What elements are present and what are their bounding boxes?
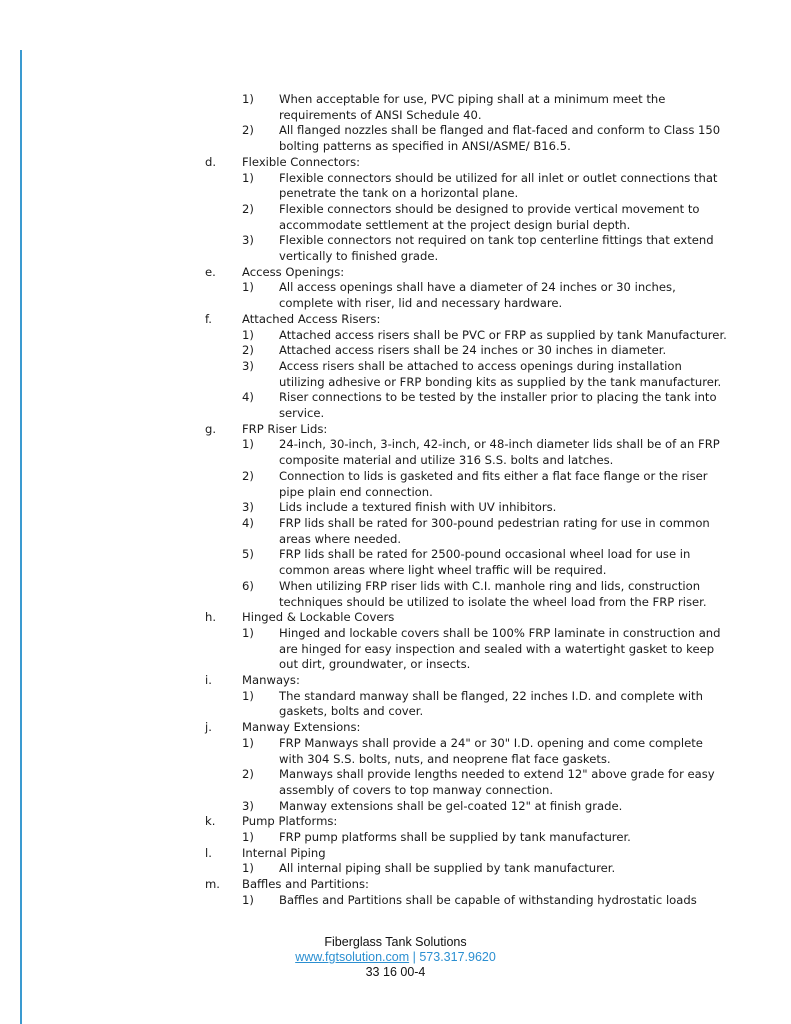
item-text: FRP pump platforms shall be supplied by tank manufacturer.	[279, 830, 631, 845]
section	[0, 422, 791, 610]
section-letter: e.	[205, 264, 216, 279]
list-item	[0, 547, 791, 578]
item-text: FRP lids shall be rated for 2500-pound occasional wheel load for use in common areas where light wheel traffic will be required.	[279, 547, 691, 578]
section-heading	[0, 422, 791, 438]
item-text: All access openings shall have a diameter of 24 inches or 30 inches, complete with riser, lid and necessary hardware.	[279, 280, 676, 311]
section-letter: l.	[205, 845, 212, 860]
section	[0, 846, 791, 877]
item-text: Flexible connectors should be designed to provide vertical movement to accommodate settlement at the project design burial depth.	[279, 201, 700, 232]
item-number: 5)	[242, 547, 254, 562]
section-heading	[0, 673, 791, 689]
list-item	[0, 736, 791, 767]
list-item	[0, 171, 791, 202]
section-heading	[0, 155, 791, 171]
item-number: 3)	[242, 798, 254, 813]
section-heading	[0, 312, 791, 328]
item-number: 2)	[242, 201, 254, 216]
section-title: Pump Platforms:	[242, 814, 338, 829]
item-number: 1)	[242, 892, 254, 907]
section	[0, 877, 791, 908]
section-title: Attached Access Risers:	[242, 311, 381, 326]
section	[0, 720, 791, 814]
list-item	[0, 689, 791, 720]
item-number: 1)	[242, 437, 254, 452]
item-text: Riser connections to be tested by the installer prior to placing the tank into service.	[279, 390, 717, 421]
section-title: Baffles and Partitions:	[242, 877, 369, 892]
phone-number: 573.317.9620	[419, 950, 496, 964]
section-title: Manway Extensions:	[242, 720, 361, 735]
item-text: Manway extensions shall be gel-coated 12" at finish grade.	[279, 798, 623, 813]
item-text: Attached access risers shall be 24 inches or 30 inches in diameter.	[279, 343, 667, 358]
section-letter: j.	[205, 720, 212, 735]
leading-items	[0, 92, 791, 155]
item-number: 4)	[242, 515, 254, 530]
item-text: FRP Manways shall provide a 24" or 30" I.D. opening and come complete with 304 S.S. bolts, nuts, and neoprene flat face gaskets.	[279, 735, 703, 766]
item-number: 4)	[242, 390, 254, 405]
section	[0, 265, 791, 312]
item-text: Hinged and lockable covers shall be 100% FRP laminate in construction and are hinged for easy inspection and sealed with a watertight gasket to keep out dirt, groundwater, or insects.	[279, 625, 721, 672]
item-text: Manways shall provide lengths needed to extend 12" above grade for easy assembly of covers to top manway connection.	[279, 767, 715, 797]
item-text: The standard manway shall be flanged, 22 inches I.D. and complete with gaskets, bolts and cover.	[279, 688, 703, 719]
list-item	[0, 799, 791, 815]
footer-company: Fiberglass Tank Solutions	[324, 935, 467, 949]
list-item	[0, 390, 791, 421]
list-item	[0, 123, 791, 154]
website-link[interactable]: www.fgtsolution.com	[295, 950, 410, 964]
section-heading	[0, 814, 791, 830]
section	[0, 155, 791, 265]
item-number: 1)	[242, 861, 254, 876]
section-title: Internal Piping	[242, 845, 326, 860]
list-item	[0, 893, 791, 909]
list-item	[0, 343, 791, 359]
section-letter: k.	[205, 814, 216, 829]
item-text: Connection to lids is gasketed and fits either a flat face flange or the riser pipe plain end connection.	[279, 468, 708, 499]
item-number: 3)	[242, 500, 254, 515]
page-footer	[0, 935, 791, 980]
section-letter: m.	[205, 877, 220, 892]
list-item	[0, 202, 791, 233]
list-item	[0, 437, 791, 468]
section	[0, 814, 791, 845]
list-item	[0, 469, 791, 500]
item-text: 24-inch, 30-inch, 3-inch, 42-inch, or 48-inch diameter lids shall be of an FRP composite material and utilize 316 S.S. bolts and latches.	[279, 437, 720, 468]
footer-separator: |	[412, 950, 416, 964]
sections	[0, 155, 791, 909]
item-text: Baffles and Partitions shall be capable of withstanding hydrostatic loads	[279, 892, 697, 907]
item-number: 1)	[242, 280, 254, 295]
item-text: Flexible connectors should be utilized for all inlet or outlet connections that penetrate the tank on a horizontal plane.	[279, 170, 718, 201]
item-number: 1)	[242, 92, 254, 106]
item-number: 1)	[242, 170, 254, 185]
item-number: 1)	[242, 625, 254, 640]
list-item	[0, 233, 791, 264]
item-number: 3)	[242, 233, 254, 248]
section-heading	[0, 610, 791, 626]
section-letter: i.	[205, 673, 212, 688]
item-number: 6)	[242, 578, 254, 593]
list-item	[0, 579, 791, 610]
item-number: 2)	[242, 123, 254, 138]
item-text: FRP lids shall be rated for 300-pound pedestrian rating for use in common areas where needed.	[279, 515, 710, 546]
item-text: When utilizing FRP riser lids with C.I. manhole ring and lids, construction techniques should be utilized to isolate the wheel load from the FRP riser.	[279, 578, 707, 609]
item-number: 2)	[242, 767, 254, 782]
section-heading	[0, 265, 791, 281]
item-number: 2)	[242, 343, 254, 358]
item-text: Flexible connectors not required on tank top centerline fittings that extend vertically to finished grade.	[279, 233, 714, 264]
section-title: Hinged & Lockable Covers	[242, 610, 395, 625]
list-item	[0, 830, 791, 846]
item-text: When acceptable for use, PVC piping shall at a minimum meet the requirements of ANSI Schedule 40.	[279, 92, 666, 122]
list-item	[0, 359, 791, 390]
list-item	[0, 767, 791, 798]
item-number: 2)	[242, 468, 254, 483]
item-text: Access risers shall be attached to access openings during installation utilizing adhesive or FRP bonding kits as supplied by the tank manufacturer.	[279, 358, 722, 389]
section-heading	[0, 720, 791, 736]
section-letter: h.	[205, 610, 217, 625]
list-item	[0, 626, 791, 673]
section-letter: d.	[205, 154, 217, 169]
item-text: Lids include a textured finish with UV inhibitors.	[279, 500, 557, 515]
item-text: All internal piping shall be supplied by tank manufacturer.	[279, 861, 616, 876]
list-item	[0, 861, 791, 877]
item-number: 1)	[242, 830, 254, 845]
section	[0, 673, 791, 720]
section-letter: f.	[205, 311, 212, 326]
document-body	[0, 92, 791, 909]
list-item	[0, 92, 791, 123]
section	[0, 610, 791, 673]
list-item	[0, 280, 791, 311]
list-item	[0, 516, 791, 547]
section-title: Flexible Connectors:	[242, 154, 361, 169]
page-number: 33 16 00-4	[365, 965, 426, 979]
section-heading	[0, 877, 791, 893]
item-text: All flanged nozzles shall be flanged and flat-faced and conform to Class 150 bolting patterns as specified in ANSI/ASME/ B16.5.	[279, 123, 721, 154]
list-item	[0, 328, 791, 344]
list-item	[0, 500, 791, 516]
section	[0, 312, 791, 422]
item-text: Attached access risers shall be PVC or FRP as supplied by tank Manufacturer.	[279, 327, 727, 342]
item-number: 3)	[242, 358, 254, 373]
item-number: 1)	[242, 735, 254, 750]
item-number: 1)	[242, 688, 254, 703]
section-title: Manways:	[242, 673, 300, 688]
footer-contact	[0, 950, 791, 965]
section-letter: g.	[205, 421, 217, 436]
section-title: FRP Riser Lids:	[242, 421, 328, 436]
section-title: Access Openings:	[242, 264, 345, 279]
item-number: 1)	[242, 327, 254, 342]
section-heading	[0, 846, 791, 862]
